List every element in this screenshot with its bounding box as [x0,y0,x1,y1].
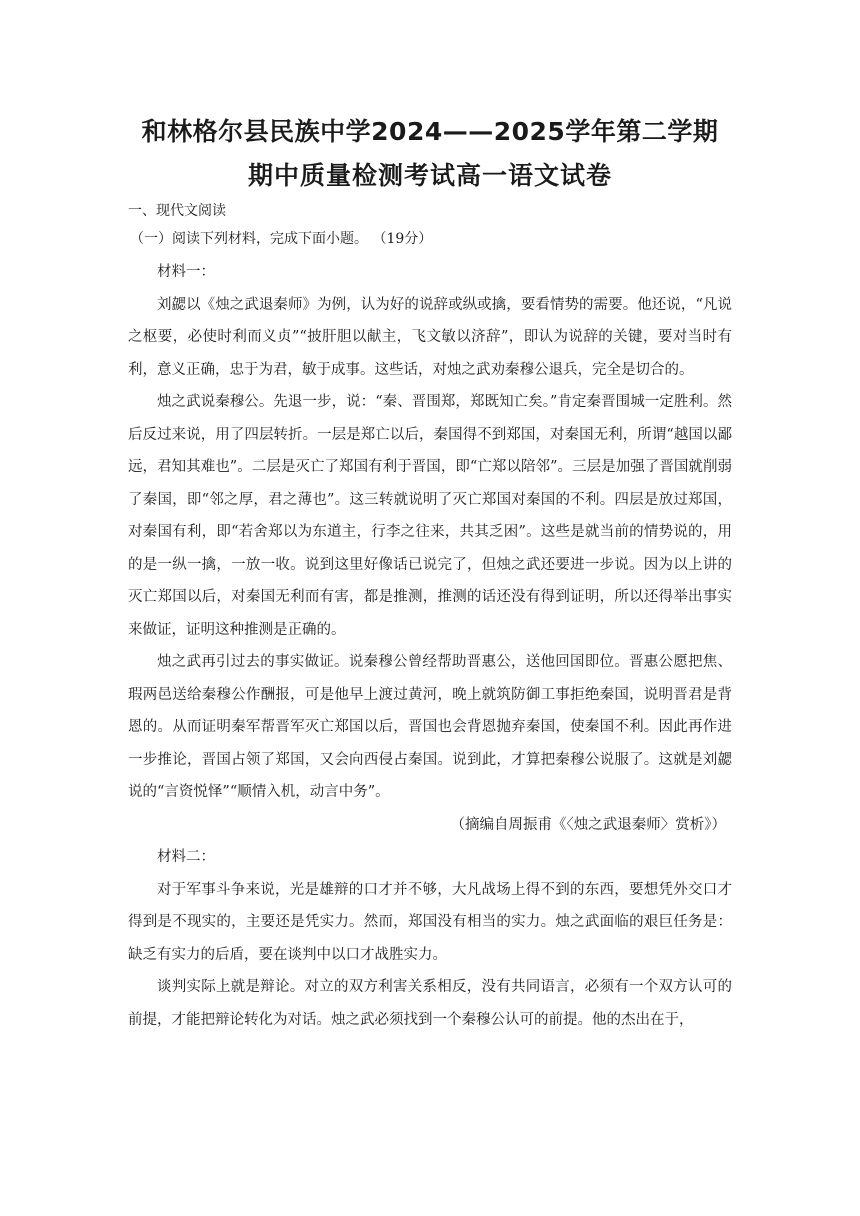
material2-label: 材料二： [157,849,215,865]
exam-title-line1: 和林格尔县民族中学2024——2025学年第二学期 [141,117,719,146]
material1-label: 材料一： [157,264,215,280]
section-subheading: （一）阅读下列材料，完成下面小题。 （19分） [130,231,433,247]
section-heading: 一、现代文阅读 [128,203,226,219]
exam-title-line2: 期中质量检测考试高一语文试卷 [247,161,612,190]
material2-paragraph-2: 谈判实际上就是辩论。对立的双方利害关系相反，没有共同语言，必须有一个双方认可的前提，才能把辩论转化为对话。烛之武必须找到一个秦穆公认可的前提。他的杰出在于， [128,979,732,1028]
material1-paragraph-2: 烛之武说秦穆公。先退一步，说：“秦、晋围郑，郑既知亡矣。”肯定秦晋围城一定胜利。然后反过来说，用了四层转折。一层是郑亡以后，秦国得不到郑国，对秦国无利，所谓“越国以鄙远，君知其难也”。二层是灭亡了郑国有利于晋国，即“亡郑以陪邻”。三层是加强了晋国就削弱了秦国，即“邻之厚，君之薄也”。这三转就说明了灭亡郑国对秦国的不利。四层是放过郑国，对秦国有利，即“若舍郑以为东道主，行李之往来，共其乏困”。这些是就当前的情势说的，用的是一纵一擒，一放一收。说到这里好像话已说完了，但烛之武还要进一步说。因为以上讲的灭亡郑国以后，对秦国无利而有害，都是推测，推测的话还没有得到证明，所以还得举出事实来做证，证明这种推测是正确的。 [128,394,732,638]
material1-paragraph-1: 刘勰以《烛之武退秦师》为例，认为好的说辞或纵或擒，要看情势的需要。他还说，“凡说之枢要，必使时利而义贞”“披肝胆以献主，飞文敏以济辞”，即认为说辞的关键，要对当时有利，意义正确，忠于为君，敏于成事。这些话，对烛之武劝秦穆公退兵，完全是切合的。 [128,296,732,378]
material2-paragraph-1: 对于军事斗争来说，光是雄辩的口才并不够，大凡战场上得不到的东西，要想凭外交口才得到是不现实的，主要还是凭实力。然而，郑国没有相当的实力。烛之武面临的艰巨任务是：缺乏有实力的后盾，要在谈判中以口才战胜实力。 [128,881,732,963]
reading-body [128,256,732,1036]
material1-paragraph-3: 烛之武再引过去的事实做证。说秦穆公曾经帮助晋惠公，送他回国即位。晋惠公愿把焦、瑕两邑送给秦穆公作酬报，可是他早上渡过黄河，晚上就筑防御工事拒绝秦国，说明晋君是背恩的。从而证明秦军帮晋军灭亡郑国以后，晋国也会背恩抛弃秦国，使秦国不利。因此再作进一步推论，晋国占领了郑国，又会向西侵占秦国。说到此，才算把秦穆公说服了。这就是刘勰说的“言资悦怿”“顺情入机，动言中务”。 [128,654,732,800]
material1-source: （摘编自周振甫《〈烛之武退秦师〉赏析》） [450,816,726,833]
